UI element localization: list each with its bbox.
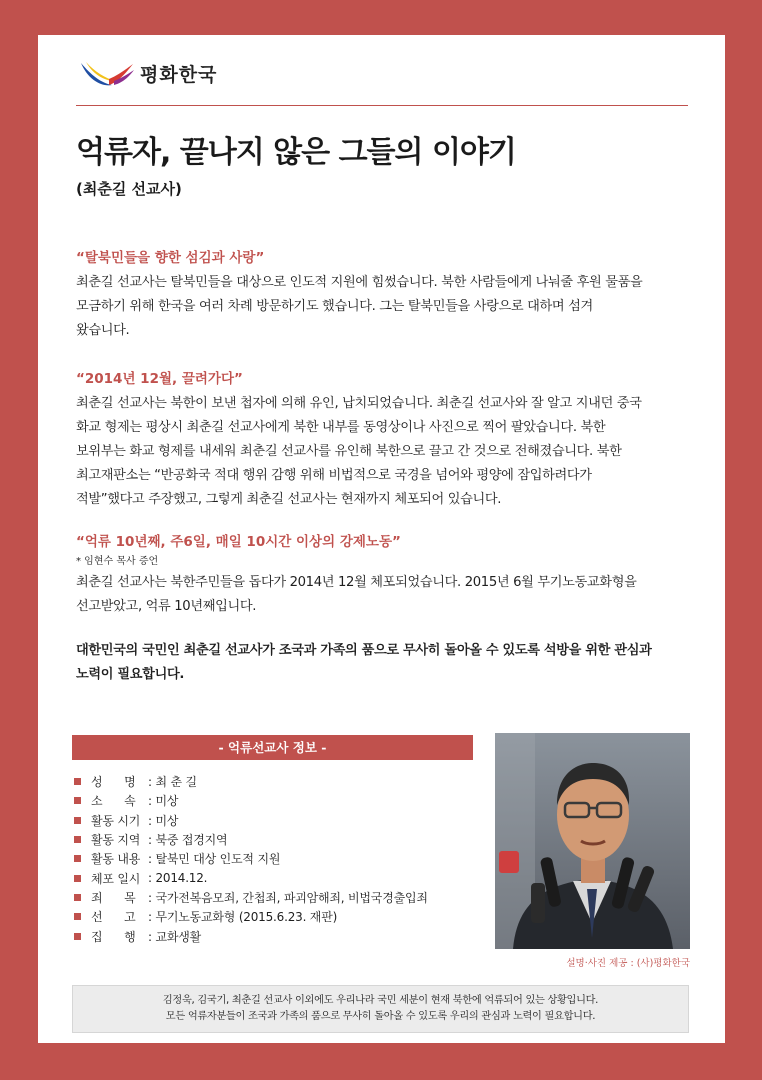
- body-line: 최춘길 선교사는 북한주민들을 돕다가 2014년 12월 체포되었습니다. 2015년 6월 무기노동교화형을: [76, 575, 637, 590]
- brand-logo: [78, 53, 217, 93]
- testimony-note: * 임현수 목사 증언: [76, 556, 159, 567]
- info-item-charges: [72, 888, 473, 907]
- info-value: : 미상: [148, 813, 179, 828]
- body-line: 모금하기 위해 한국을 여러 차례 방문하기도 했습니다. 그는 탈북민들을 사랑으로 대하며 섬겨: [76, 299, 593, 314]
- info-value: : 국가전복음모죄, 간첩죄, 파괴암해죄, 비법국경출입죄: [148, 890, 428, 905]
- info-label: 선 고: [91, 910, 136, 925]
- square-bullet-icon: [74, 875, 81, 882]
- info-list: [72, 772, 473, 946]
- info-item-period: [72, 811, 473, 830]
- info-item-name: [72, 772, 473, 791]
- closing-line: 노력이 필요합니다.: [76, 667, 185, 682]
- detainee-info-box: [72, 735, 473, 946]
- missionary-photo: [495, 733, 690, 949]
- square-bullet-icon: [74, 778, 81, 785]
- section-care: [76, 249, 688, 343]
- info-item-sentence: [72, 907, 473, 926]
- info-value: : 교화생활: [148, 929, 202, 944]
- info-value: : 최 춘 길: [148, 775, 197, 790]
- section-heading: “탈북민들을 향한 섬김과 사랑”: [76, 250, 265, 266]
- footer-line: 김정욱, 김국기, 최춘길 선교사 이외에도 우리나라 국민 세분이 현재 북한에 억류되어 있는 상황입니다.: [162, 995, 599, 1006]
- closing-appeal: [76, 639, 688, 687]
- info-label: 소 속: [91, 794, 136, 809]
- body-line: 적발”했다고 주장했고, 그렇게 최춘길 선교사는 현재까지 체포되어 있습니다.: [76, 492, 502, 507]
- square-bullet-icon: [74, 933, 81, 940]
- info-value: : 북중 접경지역: [148, 833, 228, 848]
- page-title: 억류자, 끝나지 않은 그들의 이야기: [76, 135, 516, 170]
- info-item-region: [72, 830, 473, 849]
- section-abduction: [76, 370, 688, 512]
- info-value: : 2014.12.: [148, 871, 208, 886]
- section-body: [76, 271, 688, 343]
- info-label: 활동 지역: [91, 833, 141, 848]
- info-label: 죄 목: [91, 890, 136, 905]
- body-line: 최춘길 선교사는 탈북민들을 대상으로 인도적 지원에 힘썼습니다. 북한 사람들에게 나눠줄 후원 물품을: [76, 275, 643, 290]
- brand-name: 평화한국: [140, 63, 218, 86]
- body-line: 최고재판소는 “반공화국 적대 행위 감행 위해 비법적으로 국경을 넘어와 평양에 잠입하려다가: [76, 468, 592, 483]
- section-heading: “억류 10년째, 주6일, 매일 10시간 이상의 강제노동”: [76, 534, 401, 550]
- section-body: [76, 392, 688, 512]
- info-item-arrest-date: [72, 868, 473, 887]
- info-label: 체포 일시: [91, 871, 141, 886]
- square-bullet-icon: [74, 855, 81, 862]
- section-body: [76, 571, 688, 619]
- missionary-portrait-photo-icon: [495, 733, 690, 949]
- info-label: 활동 시기: [91, 813, 141, 828]
- peace-korea-logo-icon: [78, 54, 136, 92]
- square-bullet-icon: [74, 913, 81, 920]
- body-line: 최춘길 선교사는 북한이 보낸 첩자에 의해 유인, 납치되었습니다. 최춘길 선교사와 잘 알고 지내던 중국: [76, 396, 642, 411]
- closing-line: 대한민국의 국민인 최춘길 선교사가 조국과 가족의 품으로 무사히 돌아올 수 있도록 석방을 위한 관심과: [76, 643, 652, 658]
- info-value: : 미상: [148, 794, 179, 809]
- photo-caption: 설명·사진 제공 : (사)평화한국: [566, 958, 690, 969]
- page-subtitle: (최춘길 선교사): [76, 180, 182, 198]
- section-forced-labor: [76, 533, 688, 619]
- square-bullet-icon: [74, 817, 81, 824]
- info-label: 활동 내용: [91, 852, 141, 867]
- footer-notice: [72, 985, 689, 1033]
- info-item-activity: [72, 849, 473, 868]
- body-line: 보위부는 화교 형제를 내세워 최춘길 선교사를 유인해 북한으로 끌고 간 것으로 전해졌습니다. 북한: [76, 444, 622, 459]
- info-header: - 억류선교사 정보 -: [72, 735, 473, 760]
- body-line: 선고받았고, 억류 10년째입니다.: [76, 599, 257, 614]
- section-heading: “2014년 12월, 끌려가다”: [76, 371, 243, 387]
- square-bullet-icon: [74, 894, 81, 901]
- info-label: 집 행: [91, 929, 136, 944]
- info-item-affiliation: [72, 791, 473, 810]
- body-line: 화교 형제는 평상시 최춘길 선교사에게 북한 내부를 동영상이나 사진으로 찍어 팔았습니다. 북한: [76, 420, 606, 435]
- square-bullet-icon: [74, 836, 81, 843]
- body-line: 왔습니다.: [76, 323, 130, 338]
- header-divider: [76, 105, 688, 106]
- info-item-execution: [72, 926, 473, 945]
- footer-line: 모든 억류자분들이 조국과 가족의 품으로 무사히 돌아올 수 있도록 우리의 관심과 노력이 필요합니다.: [165, 1011, 596, 1022]
- info-value: : 탈북민 대상 인도적 지원: [148, 852, 281, 867]
- info-label: 성 명: [91, 775, 136, 790]
- flyer-sheet: [38, 35, 725, 1043]
- info-value: : 무기노동교화형 (2015.6.23. 재판): [148, 910, 338, 925]
- square-bullet-icon: [74, 797, 81, 804]
